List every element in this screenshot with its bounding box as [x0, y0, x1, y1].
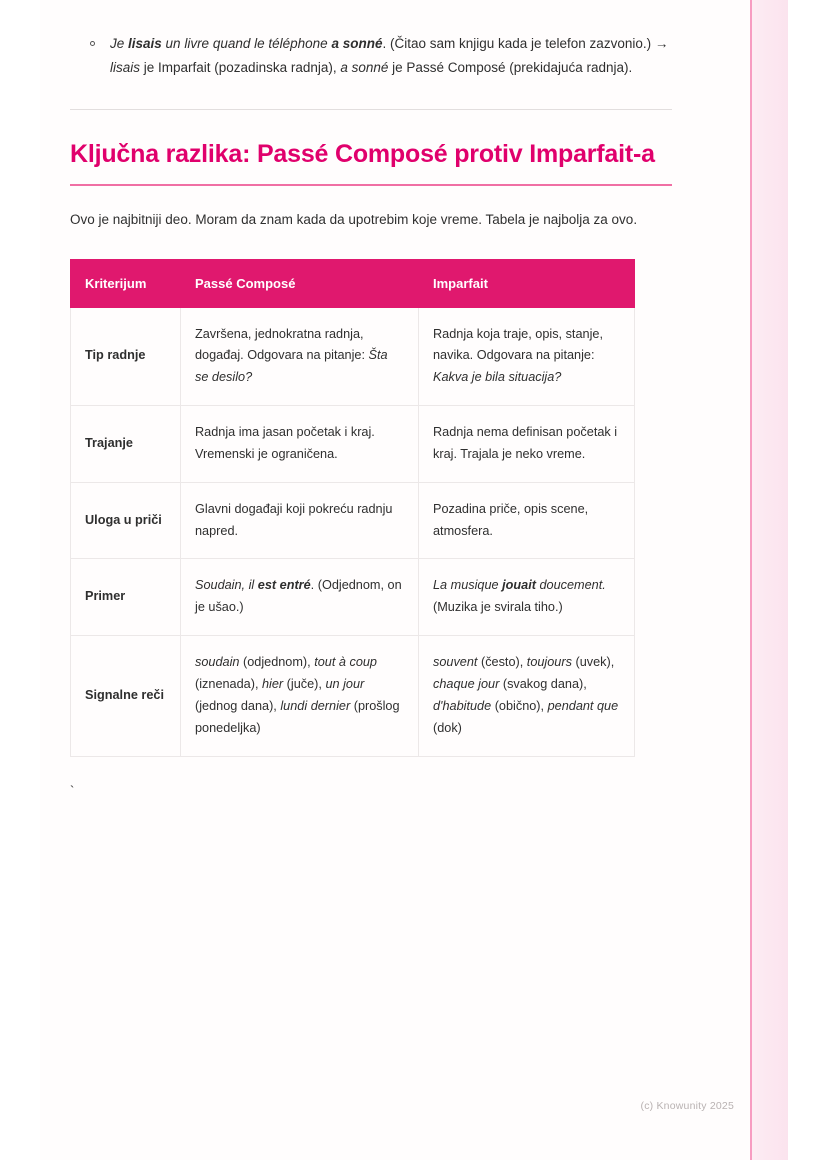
title-underline-rule: [70, 184, 672, 186]
signal-word-part-0: souvent: [433, 655, 478, 670]
bullet-translation: . (Čitao sam knjigu kada je telefon zazvonio.) →: [382, 36, 669, 51]
comparison-table: [70, 259, 635, 757]
cell-text-italic: La musique: [433, 578, 503, 593]
cell-text-italic-bold: jouait: [502, 578, 536, 593]
signal-word-part-7: (obično),: [491, 698, 548, 713]
cell-text: Radnja koja traje, opis, stanje, navika. Odgovara na pitanje:: [433, 326, 603, 363]
cell-text: Završena, jednokratna radnja, događaj. Odgovara na pitanje:: [195, 326, 369, 363]
cell-text-italic: Soudain, il: [195, 578, 258, 593]
cell-criterion: Uloga u priči: [71, 482, 181, 559]
stray-backtick: `: [70, 782, 75, 798]
cell-passe-compose: [181, 307, 419, 406]
bullet-french-bold-1: lisais: [128, 36, 162, 51]
page-edge-gradient: [752, 0, 788, 1160]
signal-word-part-7: (jednog dana),: [195, 698, 281, 713]
cell-criterion: Trajanje: [71, 406, 181, 483]
cell-passe-compose: Radnja ima jasan početak i kraj. Vremenski je ograničena.: [181, 406, 419, 483]
bullet-french-1: Je: [110, 36, 129, 51]
cell-imparfait: [419, 559, 635, 636]
signal-word-part-4: chaque jour: [433, 676, 500, 691]
example-bullet-list: [70, 32, 672, 79]
bullet-plain-2: je Passé Composé (prekidajuća radnja).: [388, 59, 633, 75]
signal-word-part-8: lundi dernier: [280, 698, 351, 713]
signal-word-part-4: hier: [262, 676, 284, 691]
document-page: [40, 0, 788, 1160]
signal-word-part-8: pendant que: [547, 698, 619, 713]
cell-text: . (Odjednom, on je ušao.): [195, 578, 402, 615]
column-header-imparfait: Imparfait: [419, 259, 635, 307]
signal-word-part-5: (svakog dana),: [499, 676, 587, 691]
signal-word-part-0: soudain: [195, 655, 240, 670]
signal-word-part-6: un jour: [325, 676, 365, 691]
signal-word-part-5: (juče),: [283, 676, 326, 691]
signal-word-part-1: (često),: [477, 655, 527, 670]
cell-criterion: Signalne reči: [71, 636, 181, 756]
signal-word-part-2: tout à coup: [314, 655, 377, 670]
table-row: [71, 307, 635, 406]
cell-imparfait: [419, 636, 635, 756]
bullet-italic-asonne: a sonné: [340, 59, 389, 75]
cell-imparfait: [419, 307, 635, 406]
table-row: [71, 482, 635, 559]
cell-passe-compose: Glavni događaji koji pokreću radnju napred.: [181, 482, 419, 559]
table-row: [71, 636, 635, 756]
bullet-french-bold-2: a sonné: [331, 36, 383, 51]
cell-text: (Muzika je svirala tiho.): [433, 600, 563, 615]
cell-text-italic-2: doucement.: [535, 578, 606, 593]
cell-text-italic: Šta se desilo?: [195, 348, 388, 385]
table-row: [71, 559, 635, 636]
signal-word-part-1: (odjednom),: [239, 655, 315, 670]
signal-word-part-9: (prošlog ponedeljka): [195, 698, 400, 735]
signal-word-part-9: (dok): [433, 720, 462, 735]
cell-text-italic-bold: est entré: [257, 578, 311, 593]
signal-word-part-3: (iznenada),: [195, 676, 262, 691]
page-title: Ključna razlika: Passé Composé protiv Imparfait-a: [70, 140, 655, 169]
table-header-row: [71, 259, 635, 307]
bullet-italic-lisais: lisais: [110, 59, 141, 75]
column-header-criterion: Kriterijum: [71, 259, 181, 307]
bullet-plain-1: je Imparfait (pozadinska radnja),: [140, 59, 341, 75]
list-item: [90, 32, 672, 79]
copyright-footer: (c) Knowunity 2025: [640, 1100, 734, 1112]
signal-word-part-6: d'habitude: [433, 698, 492, 713]
cell-text-italic: Kakva je bila situacija?: [433, 370, 562, 385]
table-row: [71, 406, 635, 483]
signal-word-part-2: toujours: [526, 655, 572, 670]
cell-imparfait: Radnja nema definisan početak i kraj. Trajala je neko vreme.: [419, 406, 635, 483]
cell-passe-compose: [181, 559, 419, 636]
column-header-passe-compose: Passé Composé: [181, 259, 419, 307]
intro-paragraph: Ovo je najbitniji deo. Moram da znam kada da upotrebim koje vreme. Tabela je najbolja za ovo.: [70, 212, 638, 228]
section-divider: [70, 109, 672, 110]
signal-word-part-3: (uvek),: [571, 655, 615, 670]
cell-criterion: Tip radnje: [71, 307, 181, 406]
bullet-french-2: un livre quand le téléphone: [161, 36, 332, 51]
page-content: [70, 0, 672, 798]
cell-criterion: Primer: [71, 559, 181, 636]
cell-imparfait: Pozadina priče, opis scene, atmosfera.: [419, 482, 635, 559]
cell-passe-compose: [181, 636, 419, 756]
